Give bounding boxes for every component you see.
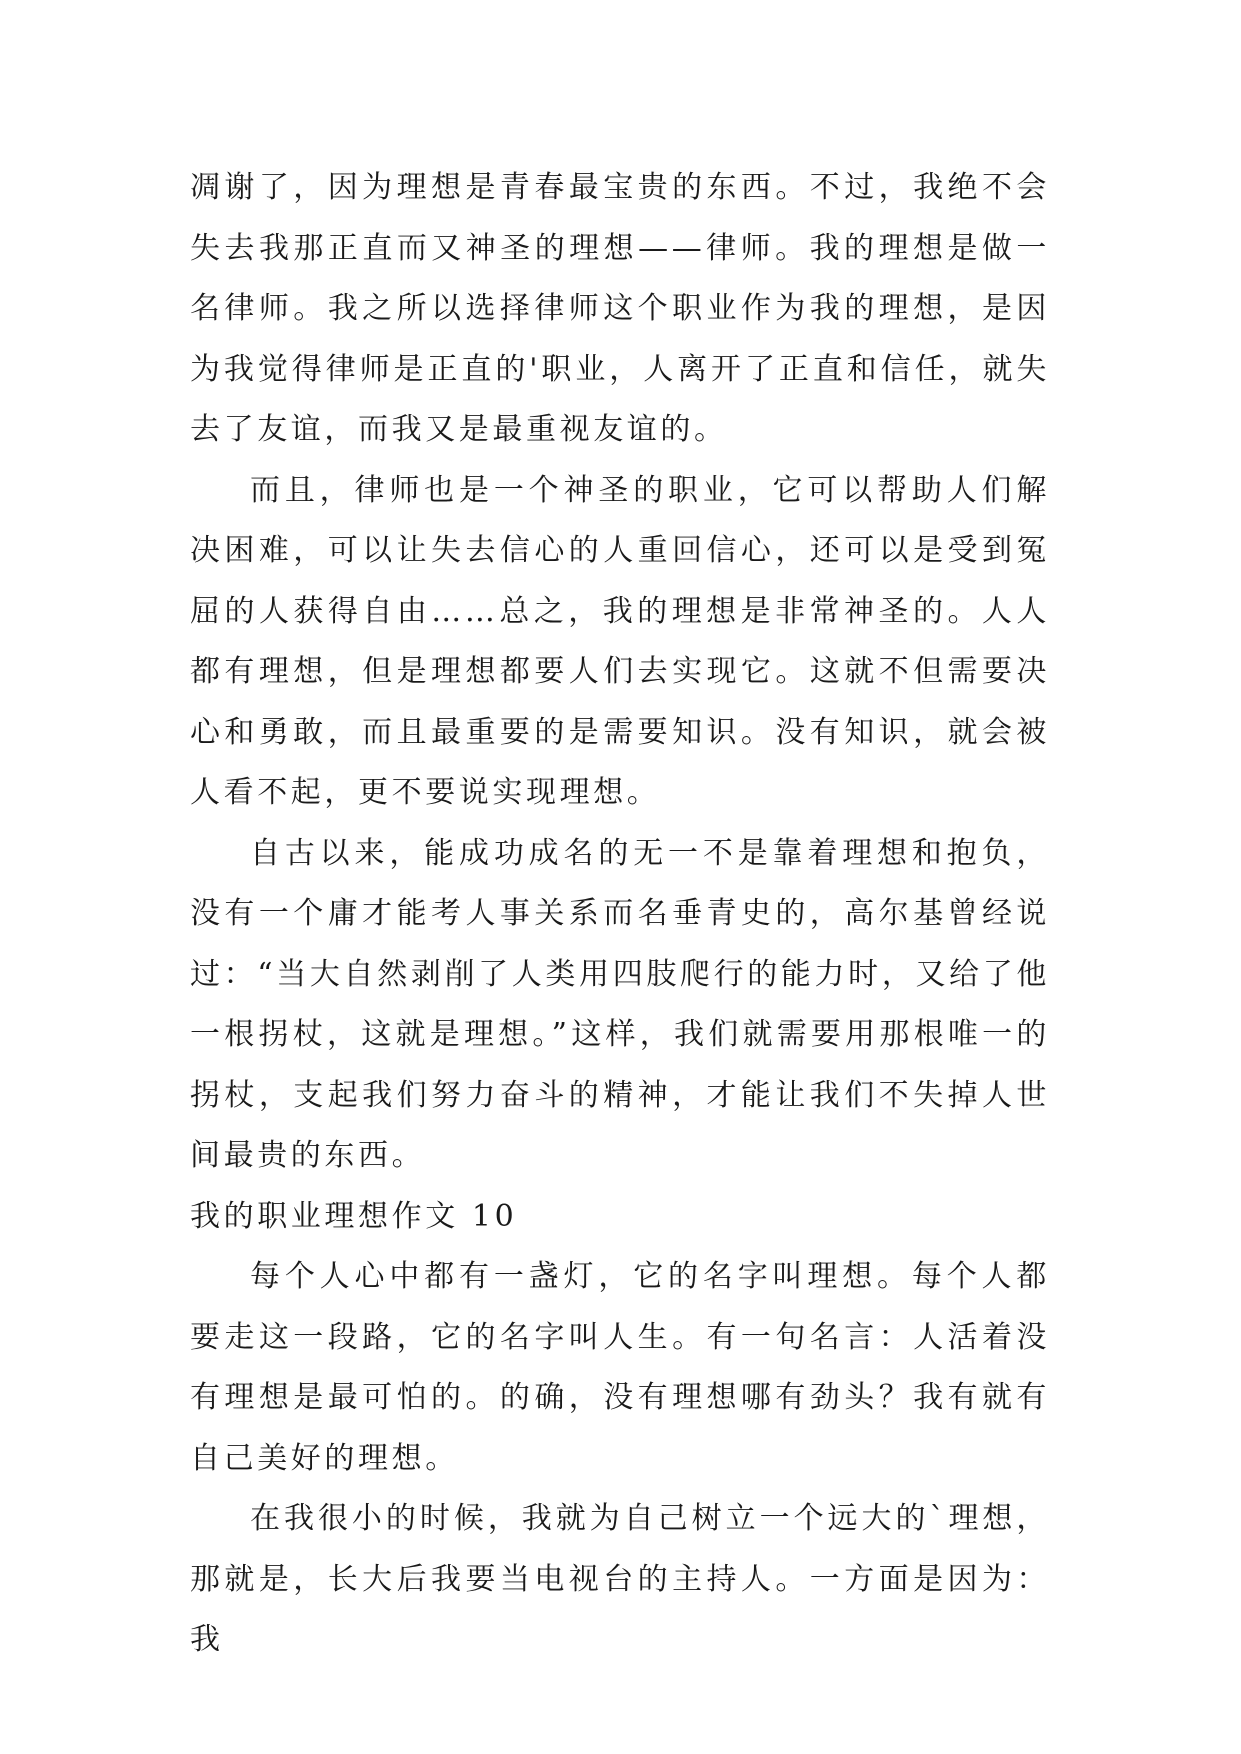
- paragraph-5: 在我很小的时候，我就为自己树立一个远大的`理想，那就是，长大后我要当电视台的主持人。一方面是因为：我: [190, 1501, 1050, 1657]
- paragraph-2: 而且，律师也是一个神圣的职业，它可以帮助人们解决困难，可以让失去信心的人重回信心，还可以是受到冤屈的人获得自由……总之，我的理想是非常神圣的。人人都有理想，但是理想都要人们去实现它。这就不但需要决心和勇敢，而且最重要的是需要知识。没有知识，就会被人看不起，更不要说实现理想。: [190, 472, 1050, 810]
- section-title: 我的职业理想作文 10: [190, 1198, 518, 1234]
- paragraph-3: 自古以来，能成功成名的无一不是靠着理想和抱负，没有一个庸才能考人事关系而名垂青史的，高尔基曾经说过：“当大自然剥削了人类用四肢爬行的能力时，又给了他一根拐杖，这就是理想。”这样，我们就需要用那根唯一的拐杖，支起我们努力奋斗的精神，才能让我们不失掉人世间最贵的东西。: [190, 835, 1050, 1173]
- paragraph-1: 凋谢了，因为理想是青春最宝贵的东西。不过，我绝不会失去我那正直而又神圣的理想——律师。我的理想是做一名律师。我之所以选择律师这个职业作为我的理想，是因为我觉得律师是正直的'职业，人离开了正直和信任，就失去了友谊，而我又是最重视友谊的。: [190, 170, 1050, 447]
- paragraph-4: 每个人心中都有一盏灯，它的名字叫理想。每个人都要走这一段路，它的名字叫人生。有一句名言：人活着没有理想是最可怕的。的确，没有理想哪有劲头？我有就有自己美好的理想。: [190, 1259, 1050, 1476]
- document-body: [190, 158, 1050, 1671]
